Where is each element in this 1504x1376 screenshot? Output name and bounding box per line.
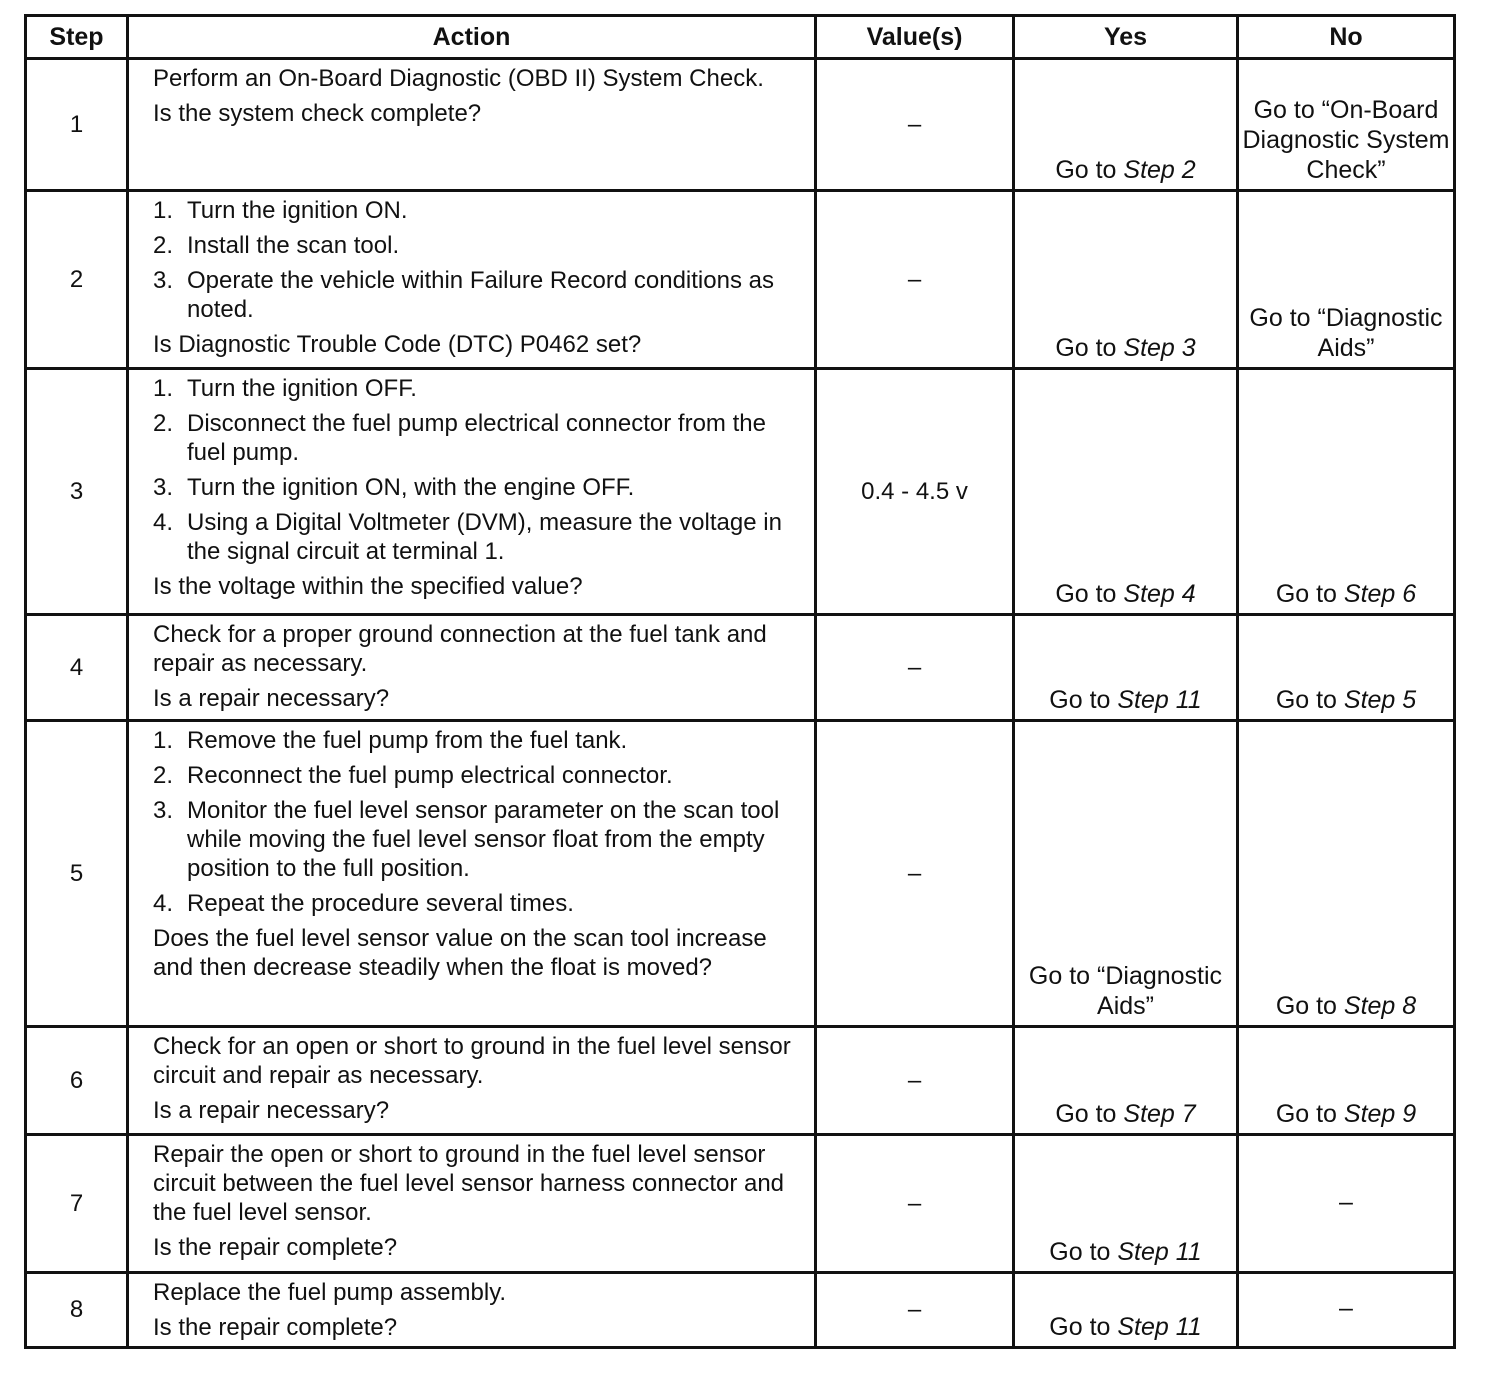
- value-cell: –: [816, 615, 1014, 721]
- yes-text: Go to: [1049, 686, 1118, 714]
- no-cell: [1238, 721, 1455, 1027]
- list-number: 1.: [153, 727, 174, 754]
- header-no: No: [1238, 16, 1455, 59]
- table-row: [26, 615, 1455, 721]
- table-row: [26, 1273, 1455, 1348]
- action-list-item: [153, 266, 804, 324]
- action-cell: [128, 615, 816, 721]
- action-cell: [128, 1135, 816, 1273]
- yes-cell: [1014, 369, 1238, 615]
- action-question: Is the system check complete?: [153, 100, 482, 127]
- action-question: Is Diagnostic Trouble Code (DTC) P0462 set?: [153, 331, 642, 358]
- action-question: Is the repair complete?: [153, 1234, 398, 1261]
- action-list-item: [153, 726, 804, 755]
- no-step-ref: Step 8: [1343, 992, 1417, 1020]
- no-cell: [1238, 1027, 1455, 1135]
- no-text: –: [1339, 1294, 1353, 1322]
- yes-cell: [1014, 1027, 1238, 1135]
- header-row: [26, 16, 1455, 59]
- table-row: [26, 369, 1455, 615]
- yes-cell: [1014, 191, 1238, 369]
- action-question: Is the repair complete?: [153, 1314, 398, 1341]
- diagnostic-table: [24, 14, 1456, 1349]
- no-cell: [1238, 191, 1455, 369]
- header-action: Action: [128, 16, 816, 59]
- value-cell: –: [816, 721, 1014, 1027]
- list-number: 2.: [153, 232, 174, 259]
- step-number: 5: [26, 721, 128, 1027]
- table-row: [26, 1135, 1455, 1273]
- list-number: 4.: [153, 890, 174, 917]
- action-list-item: [153, 231, 804, 260]
- value-cell: –: [816, 191, 1014, 369]
- action-list-item: [153, 374, 804, 403]
- list-number: 3.: [153, 267, 174, 294]
- value-cell: –: [816, 1273, 1014, 1348]
- list-number: 3.: [153, 474, 174, 501]
- value-cell: –: [816, 1027, 1014, 1135]
- action-text: Check for a proper ground connection at the fuel tank and repair as necessary.: [153, 621, 767, 677]
- no-text: Go to “On-Board Diagnostic System Check”: [1242, 96, 1450, 184]
- table-row: [26, 721, 1455, 1027]
- no-cell: [1238, 1135, 1455, 1273]
- header-step: Step: [26, 16, 128, 59]
- list-text: Using a Digital Voltmeter (DVM), measure the voltage in the signal circuit at terminal 1.: [187, 509, 782, 565]
- yes-cell: [1014, 1135, 1238, 1273]
- no-cell: [1238, 1273, 1455, 1348]
- action-text: Perform an On-Board Diagnostic (OBD II) System Check.: [153, 65, 764, 92]
- list-text: Turn the ignition ON.: [187, 197, 408, 224]
- step-number: 3: [26, 369, 128, 615]
- list-number: 2.: [153, 762, 174, 789]
- no-text: Go to: [1275, 1100, 1344, 1128]
- yes-cell: [1014, 59, 1238, 191]
- action-question: Is a repair necessary?: [153, 1097, 390, 1124]
- no-step-ref: Step 9: [1343, 1100, 1417, 1128]
- yes-step-ref: Step 4: [1123, 580, 1196, 608]
- list-text: Remove the fuel pump from the fuel tank.: [187, 727, 628, 754]
- no-text: –: [1339, 1187, 1353, 1216]
- yes-text: Go to: [1049, 1238, 1118, 1266]
- yes-text: Go to: [1055, 156, 1124, 184]
- step-number: 6: [26, 1027, 128, 1135]
- list-number: 3.: [153, 797, 174, 824]
- yes-step-ref: Step 7: [1123, 1100, 1196, 1128]
- yes-text: Go to: [1055, 334, 1124, 362]
- action-cell: [128, 1027, 816, 1135]
- list-text: Reconnect the fuel pump electrical connector.: [187, 762, 673, 789]
- action-text: Check for an open or short to ground in the fuel level sensor circuit and repair as necessary.: [153, 1033, 791, 1089]
- no-step-ref: Step 6: [1343, 580, 1417, 608]
- action-list-item: [153, 508, 804, 566]
- action-cell: [128, 1273, 816, 1348]
- value-cell: –: [816, 59, 1014, 191]
- yes-cell: [1014, 615, 1238, 721]
- no-cell: [1238, 615, 1455, 721]
- action-text: Replace the fuel pump assembly.: [153, 1279, 507, 1306]
- yes-step-ref: Step 11: [1117, 1238, 1202, 1266]
- action-cell: [128, 191, 816, 369]
- yes-text: Go to “Diagnostic Aids”: [1028, 962, 1223, 1020]
- step-number: 8: [26, 1273, 128, 1348]
- no-text: Go to: [1275, 686, 1344, 714]
- table-row: [26, 191, 1455, 369]
- step-number: 4: [26, 615, 128, 721]
- action-text: Repair the open or short to ground in the fuel level sensor circuit between the fuel level sensor harness connector and the fuel level sensor.: [153, 1141, 785, 1226]
- no-text: Go to: [1275, 580, 1344, 608]
- list-text: Turn the ignition OFF.: [187, 375, 417, 402]
- action-cell: [128, 721, 816, 1027]
- no-step-ref: Step 5: [1343, 686, 1417, 714]
- action-cell: [128, 369, 816, 615]
- yes-step-ref: Step 11: [1117, 1313, 1202, 1341]
- list-number: 2.: [153, 410, 174, 437]
- list-number: 1.: [153, 197, 174, 224]
- action-list-item: [153, 473, 804, 502]
- list-text: Install the scan tool.: [187, 232, 400, 259]
- header-yes: Yes: [1014, 16, 1238, 59]
- header-values: Value(s): [816, 16, 1014, 59]
- list-number: 1.: [153, 375, 174, 402]
- step-number: 7: [26, 1135, 128, 1273]
- action-list-item: [153, 409, 804, 467]
- yes-text: Go to: [1055, 580, 1124, 608]
- yes-text: Go to: [1049, 1313, 1118, 1341]
- action-list-item: [153, 796, 804, 883]
- action-list-item: [153, 761, 804, 790]
- no-text: Go to “Diagnostic Aids”: [1249, 304, 1443, 362]
- action-cell: [128, 59, 816, 191]
- step-number: 2: [26, 191, 128, 369]
- step-number: 1: [26, 59, 128, 191]
- action-list-item: [153, 196, 804, 225]
- list-text: Disconnect the fuel pump electrical connector from the fuel pump.: [187, 410, 766, 466]
- list-number: 4.: [153, 509, 174, 536]
- yes-cell: [1014, 1273, 1238, 1348]
- action-list-item: [153, 889, 804, 918]
- value-cell: 0.4 - 4.5 v: [816, 369, 1014, 615]
- list-text: Operate the vehicle within Failure Record conditions as noted.: [187, 267, 774, 323]
- action-question: Is the voltage within the specified value?: [153, 573, 583, 600]
- list-text: Monitor the fuel level sensor parameter on the scan tool while moving the fuel level sensor float from the empty position to the full position.: [187, 797, 780, 882]
- no-text: Go to: [1275, 992, 1344, 1020]
- table-row: [26, 59, 1455, 191]
- no-cell: [1238, 59, 1455, 191]
- yes-text: Go to: [1055, 1100, 1124, 1128]
- yes-cell: [1014, 721, 1238, 1027]
- list-text: Repeat the procedure several times.: [187, 890, 574, 917]
- no-cell: [1238, 369, 1455, 615]
- yes-step-ref: Step 3: [1123, 334, 1196, 362]
- action-question: Is a repair necessary?: [153, 685, 390, 712]
- yes-step-ref: Step 2: [1123, 156, 1196, 184]
- list-text: Turn the ignition ON, with the engine OFF.: [187, 474, 635, 501]
- table-row: [26, 1027, 1455, 1135]
- yes-step-ref: Step 11: [1117, 686, 1202, 714]
- value-cell: –: [816, 1135, 1014, 1273]
- action-question: Does the fuel level sensor value on the scan tool increase and then decrease steadily when the float is moved?: [153, 925, 767, 981]
